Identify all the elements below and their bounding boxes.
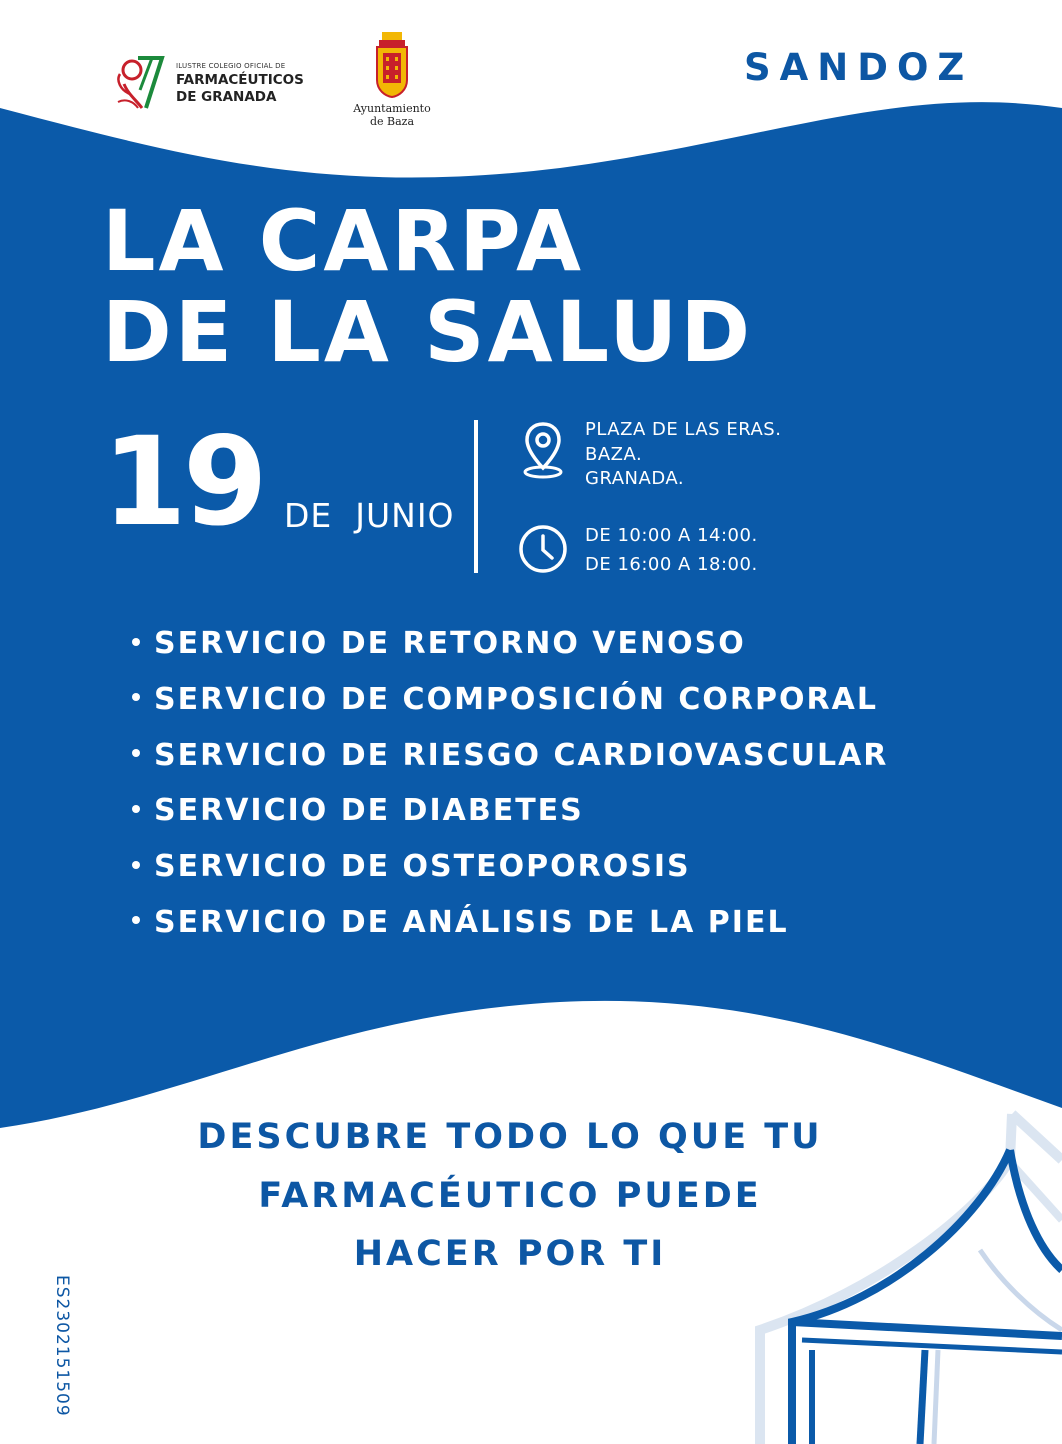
list-item — [132, 839, 888, 895]
location-line2: BAZA. — [585, 443, 643, 465]
schedule-line1: DE 10:00 A 14:00. — [585, 525, 758, 546]
cof-logo-name — [176, 72, 304, 106]
event-title — [102, 192, 754, 381]
list-item — [132, 672, 888, 728]
title-line1: LA CARPA — [102, 192, 584, 290]
bullet-icon — [132, 916, 140, 924]
bullet-icon — [132, 693, 140, 701]
list-item — [132, 783, 888, 839]
service-label: SERVICIO DE COMPOSICIÓN CORPORAL — [154, 681, 878, 717]
cof-logo-small-text: ILUSTRE COLEGIO OFICIAL DE — [176, 62, 286, 70]
service-label: SERVICIO DE DIABETES — [154, 793, 584, 829]
service-label: SERVICIO DE OSTEOPOROSIS — [154, 849, 691, 885]
bullet-icon — [132, 861, 140, 869]
service-label: SERVICIO DE ANÁLISIS DE LA PIEL — [154, 904, 789, 940]
document-code: ES2302151509 — [52, 1275, 72, 1417]
cof-logo-line2: DE GRANADA — [176, 89, 277, 105]
baza-coat-of-arms-icon — [374, 32, 410, 98]
bullet-icon — [132, 805, 140, 813]
cta-line1: DESCUBRE TODO LO QUE TU — [197, 1117, 823, 1157]
pharmacists-college-logo — [116, 50, 326, 114]
list-item — [132, 616, 888, 672]
services-list — [132, 616, 888, 951]
baza-logo-line2: de Baza — [369, 115, 415, 128]
bullet-icon — [132, 638, 140, 646]
baza-logo-text — [348, 102, 436, 128]
baza-logo-line1: Ayuntamiento — [353, 102, 431, 115]
cta-line3: HACER POR TI — [353, 1234, 667, 1274]
service-label: SERVICIO DE RIESGO CARDIOVASCULAR — [154, 737, 889, 773]
service-label: SERVICIO DE RETORNO VENOSO — [154, 626, 746, 661]
cof-logo-line1: FARMACÉUTICOS — [176, 72, 304, 88]
event-month: DE JUNIO — [284, 496, 455, 535]
event-location — [585, 418, 781, 492]
list-item — [132, 728, 888, 784]
pharmacists-college-emblem-icon — [116, 50, 170, 112]
sandoz-logo: SANDOZ — [744, 46, 974, 89]
location-line3: GRANADA. — [585, 468, 685, 489]
baza-council-logo — [348, 32, 436, 132]
tent-icon — [740, 1100, 1062, 1444]
cta-line2: FARMACÉUTICO PUEDE — [258, 1175, 762, 1216]
list-item — [132, 895, 888, 951]
bullet-icon — [132, 749, 140, 757]
clock-icon — [517, 523, 569, 575]
divider-line — [474, 420, 478, 573]
event-schedule — [585, 521, 758, 579]
schedule-line2: DE 16:00 A 18:00. — [585, 554, 758, 575]
location-line1: PLAZA DE LAS ERAS. — [585, 419, 782, 440]
location-pin-icon — [520, 420, 566, 480]
title-line2: DE LA SALUD — [102, 283, 754, 381]
event-day: 19 — [102, 411, 264, 553]
